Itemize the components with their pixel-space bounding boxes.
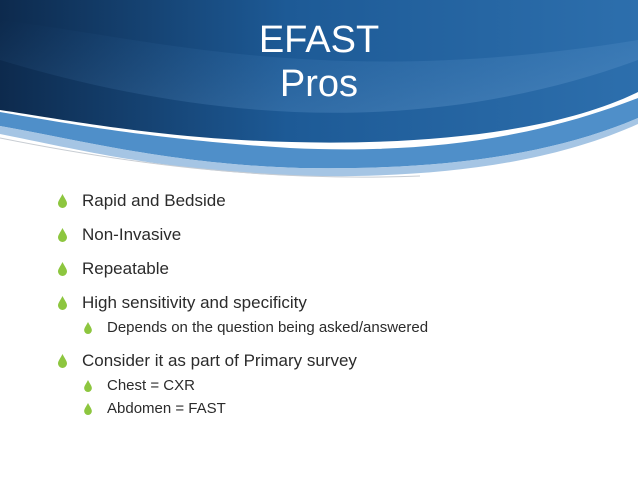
sub-bullet-text: Depends on the question being asked/answered [107, 319, 429, 336]
bullet-text: Rapid and Bedside [82, 191, 226, 210]
bullet-item [56, 224, 616, 246]
sub-bullet-item [56, 399, 616, 419]
sub-bullet-item [56, 376, 616, 396]
sub-bullet-list [56, 376, 616, 419]
leaf-drop-icon [58, 262, 67, 276]
leaf-drop-icon [84, 403, 92, 415]
slide-title-line-1: EFAST [258, 19, 380, 61]
bullet-text: High sensitivity and specificity [82, 293, 307, 312]
bullet-item [56, 292, 616, 314]
leaf-drop-icon [58, 194, 67, 208]
leaf-drop-icon [58, 228, 67, 242]
bullet-item [56, 258, 616, 280]
bullet-list [56, 190, 616, 431]
leaf-drop-icon [58, 296, 67, 310]
bullet-text: Repeatable [82, 259, 169, 278]
leaf-drop-icon [58, 354, 67, 368]
bullet-text: Non-Invasive [82, 225, 182, 244]
leaf-drop-icon [84, 322, 92, 334]
sub-bullet-text: Abdomen = FAST [107, 400, 226, 417]
bullet-item [56, 190, 616, 212]
slide-title [200, 18, 438, 106]
sub-bullet-item [56, 318, 616, 338]
slide-title-line-2: Pros [279, 63, 359, 105]
bullet-item [56, 350, 616, 372]
bullet-text: Consider it as part of Primary survey [82, 351, 357, 370]
sub-bullet-list [56, 318, 616, 338]
sub-bullet-text: Chest = CXR [107, 377, 195, 394]
leaf-drop-icon [84, 380, 92, 392]
